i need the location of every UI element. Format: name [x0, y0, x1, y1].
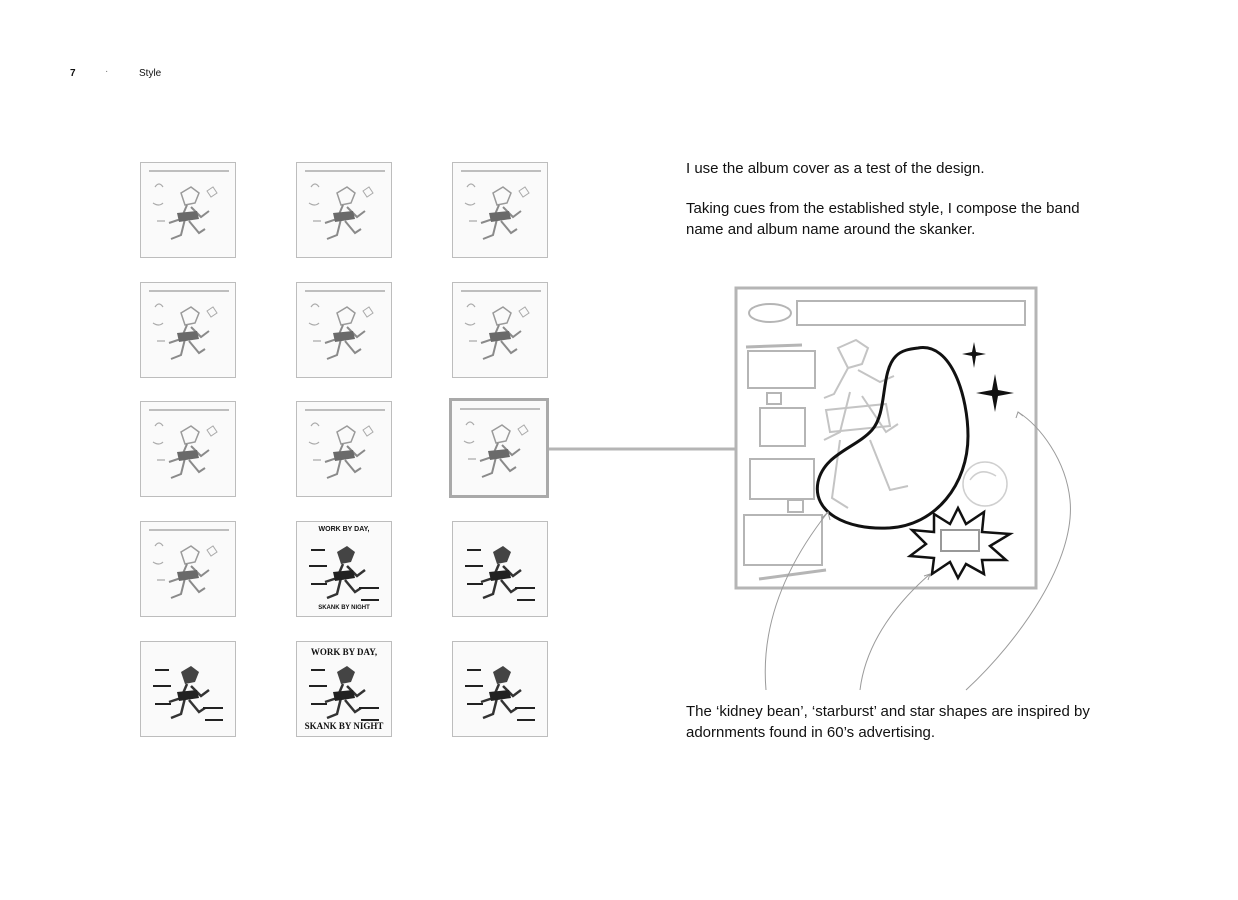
header-separator: · [105, 66, 109, 77]
intro-text: I use the album cover as a test of the design. [686, 160, 985, 177]
cover-subtitle: SKANK BY NIGHT [304, 721, 384, 731]
cover-subtitle: SKANK BY NIGHT [318, 605, 370, 611]
section-title: Style [139, 68, 162, 79]
page-number: 7 [70, 68, 76, 79]
cover-title: WORK BY DAY, [310, 647, 378, 657]
shapes-text: The ‘kidney bean’, ‘starburst’ and star shapes are inspired by adornments found in 60’s advertising. [686, 703, 1090, 741]
cover-title: WORK BY DAY, [318, 526, 370, 533]
compose-text: Taking cues from the established style, I compose the band name and album name around the skanker. [686, 200, 1080, 238]
